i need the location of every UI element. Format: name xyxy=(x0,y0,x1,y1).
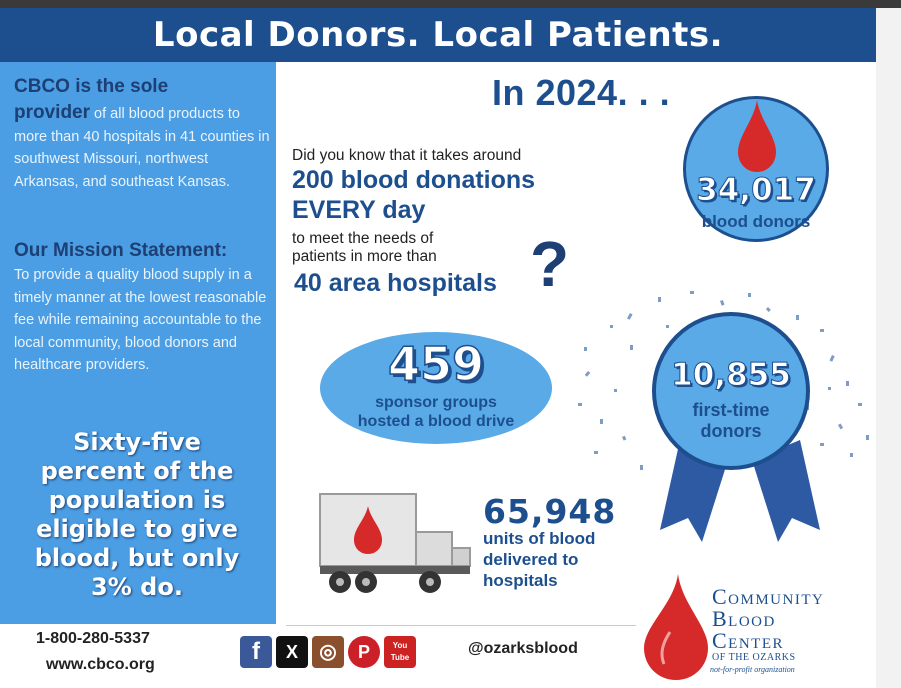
did-you-know-line: Did you know that it takes around xyxy=(292,147,522,164)
eligibility-line: eligible to give xyxy=(36,515,238,543)
mission-heading: Our Mission Statement: xyxy=(14,240,228,261)
website-link[interactable]: www.cbco.org xyxy=(46,656,155,673)
hospitals-count-text: 40 area hospitals xyxy=(294,269,497,297)
mission-text: To provide a quality blood supply in a timely manner at the lowest reasonable fee while remaining accountable to the local community, blood donors and healthcare providers. xyxy=(14,267,267,373)
blood-drop-icon xyxy=(738,100,776,172)
meet-needs-line: to meet the needs of xyxy=(292,230,434,247)
instagram-icon[interactable]: ◎ xyxy=(312,636,344,668)
donations-per-day: 200 blood donations xyxy=(292,166,536,194)
logo-text-community: Community xyxy=(712,584,825,609)
logo-tagline: not-for-profit organization xyxy=(710,665,795,674)
blood-truck-icon xyxy=(318,492,476,596)
intro-body: of all blood products to more than 40 hospitals in 41 counties in southwest Missouri, northwest Arkansas, and southeast Kansas. xyxy=(14,106,270,190)
blood-donors-label: blood donors xyxy=(701,212,811,231)
year-heading: In 2024. . . xyxy=(492,72,671,113)
top-photo-strip xyxy=(0,0,901,8)
sponsor-groups-value: 459 xyxy=(387,337,485,391)
units-delivered-label: units of blood xyxy=(483,529,596,548)
logo-text-center: Center xyxy=(712,628,784,653)
sponsor-groups-label-2: hosted a blood drive xyxy=(357,413,515,430)
pinterest-icon[interactable]: P xyxy=(348,636,380,668)
page-title-banner: Local Donors. Local Patients. xyxy=(0,8,876,62)
footer-divider xyxy=(286,625,636,626)
logo-text-blood: Blood xyxy=(712,606,776,631)
eligibility-line: blood, but only xyxy=(34,544,240,572)
intro-heading: CBCO is the sole xyxy=(14,76,169,97)
social-handle[interactable]: @ozarksblood xyxy=(468,640,578,657)
page-edge xyxy=(876,8,901,688)
units-delivered-label-2: delivered to xyxy=(483,550,579,569)
units-delivered-value: 65,948 xyxy=(483,492,617,531)
x-icon[interactable]: X xyxy=(276,636,308,668)
first-time-donors-value: 10,855 xyxy=(671,357,791,393)
intro-text xyxy=(14,102,272,193)
blood-donors-value: 34,017 xyxy=(696,172,816,208)
youtube-icon[interactable]: You Tube xyxy=(384,636,416,668)
blood-center-logo-drop xyxy=(644,574,708,680)
eligibility-line: Sixty-five xyxy=(73,428,201,456)
first-time-donors-label-2: donors xyxy=(700,421,762,441)
phone-number[interactable]: 1-800-280-5337 xyxy=(36,630,150,647)
eligibility-line: percent of the xyxy=(40,457,234,485)
eligibility-callout xyxy=(22,428,252,602)
question-mark-icon: ? xyxy=(530,228,570,300)
facebook-icon[interactable]: f xyxy=(240,636,272,668)
intro-strong-word: provider xyxy=(14,102,91,123)
eligibility-line: population is xyxy=(48,486,226,514)
logo-text-ozarks: OF THE OZARKS xyxy=(712,652,796,663)
patients-line: patients in more than xyxy=(292,248,437,265)
sponsor-groups-label: sponsor groups xyxy=(375,394,497,411)
eligibility-line: 3% do. xyxy=(91,573,183,601)
first-time-donors-label: first-time xyxy=(692,400,770,420)
every-day-text: EVERY day xyxy=(292,196,426,224)
units-delivered-label-3: hospitals xyxy=(483,571,558,590)
